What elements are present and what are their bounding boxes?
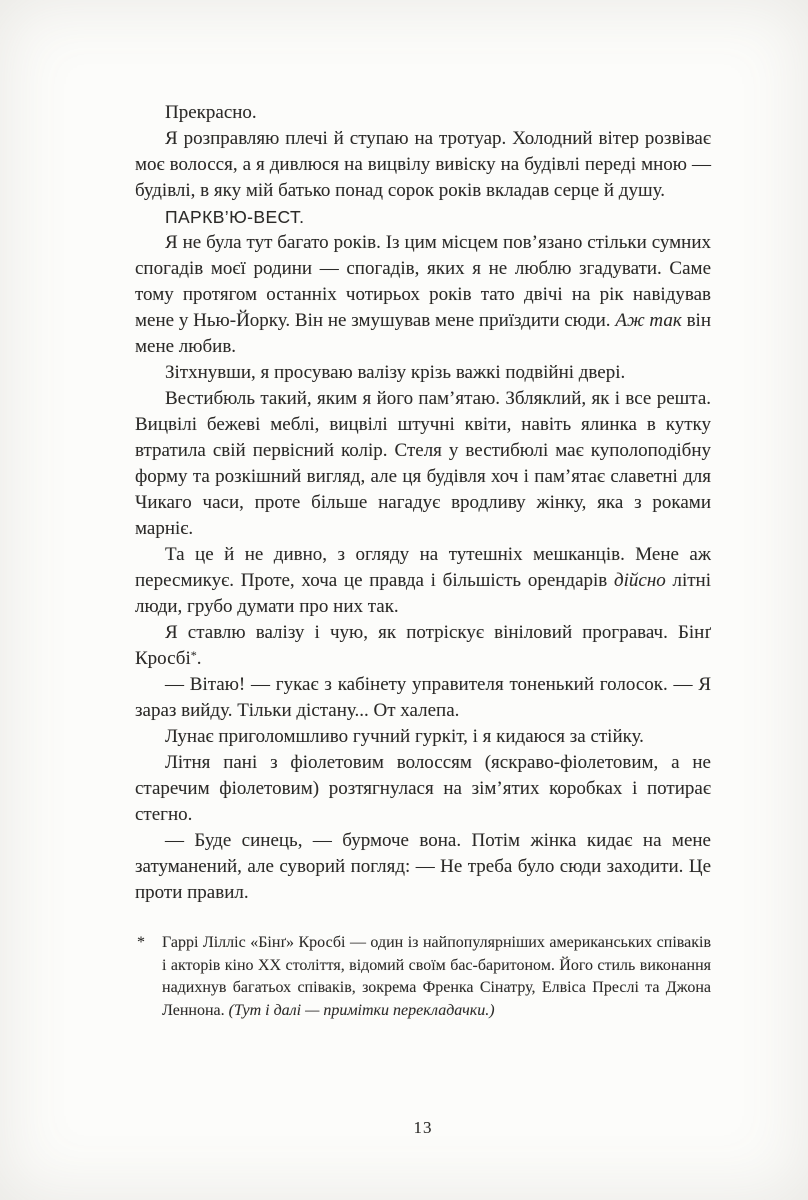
paragraph: [135, 828, 711, 906]
text-segment: Літня пані з фіолетовим волоссям (яскраво-фіолетовим, а не старечим фіолетовим) розтягнулася на зім’ятих коробках і потирає стегно.: [135, 752, 711, 825]
paragraph: [135, 386, 711, 542]
italic-text-segment: (Тут і далі — примітки перекладачки.): [228, 1001, 495, 1019]
text-segment: літні люди, грубо думати про них так.: [135, 570, 711, 617]
page-number: 13: [413, 1118, 433, 1137]
text-segment: — Буде синець, — бурмоче вона. Потім жінка кидає на мене затуманений, але суворий погляд: — Не треба було сюди заходити. Це проти правил.: [135, 830, 711, 903]
footnote-reference-mark: *: [190, 648, 197, 662]
text-segment: він мене любив.: [135, 310, 712, 357]
italic-text-segment: дійсно: [614, 570, 666, 591]
page-text-block: [135, 100, 711, 906]
paragraph: [135, 672, 711, 724]
paragraph: [135, 230, 711, 360]
building-sign-line: [135, 204, 711, 230]
paragraph: [135, 750, 711, 828]
paragraph: [135, 724, 711, 750]
paragraph: [135, 126, 711, 204]
text-segment: Я не була тут багато років. Із цим місцем пов’язано стільки сумних спогадів моєї родини — спогадів, яких я не люблю згадувати. Саме тому протягом останніх чотирьох років тато двічі на рік навідував мене у Нью-Йорку. Він не змушував мене приїздити сюди.: [135, 232, 711, 331]
text-segment: ПАРКВ’Ю-ВЕСТ.: [165, 207, 305, 227]
text-segment: Я ставлю валізу і чую, як потріскує вініловий програвач. Бінґ Кросбі: [135, 622, 711, 669]
paragraph: [135, 360, 711, 386]
text-segment: Гаррі Лілліс «Бінґ» Кросбі — один із найпопулярніших американських співаків і акторів кіно XX століття, відомий своїм бас-баритоном. Його стиль виконання надихнув багатьох співаків, зокрема Френка Сінатру, Елвіса Преслі та Джона Леннона.: [162, 934, 711, 1019]
footnote-text: [135, 932, 711, 1022]
text-segment: Прекрасно.: [165, 102, 257, 123]
text-segment: — Вітаю! — гукає з кабінету управителя тоненький голосок. — Я зараз вийду. Тільки дістану... От халепа.: [135, 674, 711, 721]
text-segment: Зітхнувши, я просуваю валізу крізь важкі подвійні двері.: [165, 362, 626, 383]
footnote: [135, 932, 711, 1022]
text-segment: Та це й не дивно, з огляду на тутешніх мешканців. Мене аж пересмикує. Проте, хоча це правда і більшість орендарів: [135, 544, 711, 591]
text-segment: Вестибюль такий, яким я його пам’ятаю. Збляклий, як і все решта. Вицвілі бежеві меблі, вицвілі штучні квіти, навіть ялинка в кутку втратила свій первісний колір. Стеля у вестибюлі має куполоподібну форму та розкішний вигляд, але ця будівля хоч і пам’ятає славетні для Чикаго часи, проте більше нагадує вродливу жінку, яка з роками марніє.: [135, 388, 711, 539]
paragraph: [135, 620, 711, 672]
paragraph: [135, 100, 711, 126]
italic-text-segment: Аж так: [615, 310, 682, 331]
text-segment: .: [196, 648, 202, 669]
text-segment: Я розправляю плечі й ступаю на тротуар. Холодний вітер розвіває моє волосся, а я дивлюся на вицвілу вивіску на будівлі переді мною — будівлі, в яку мій батько понад сорок років вкладав серце й душу.: [135, 128, 711, 201]
footnote-marker: *: [137, 934, 145, 951]
paragraph: [135, 542, 711, 620]
text-segment: Лунає приголомшливо гучний гуркіт, і я кидаюся за стійку.: [165, 726, 644, 747]
